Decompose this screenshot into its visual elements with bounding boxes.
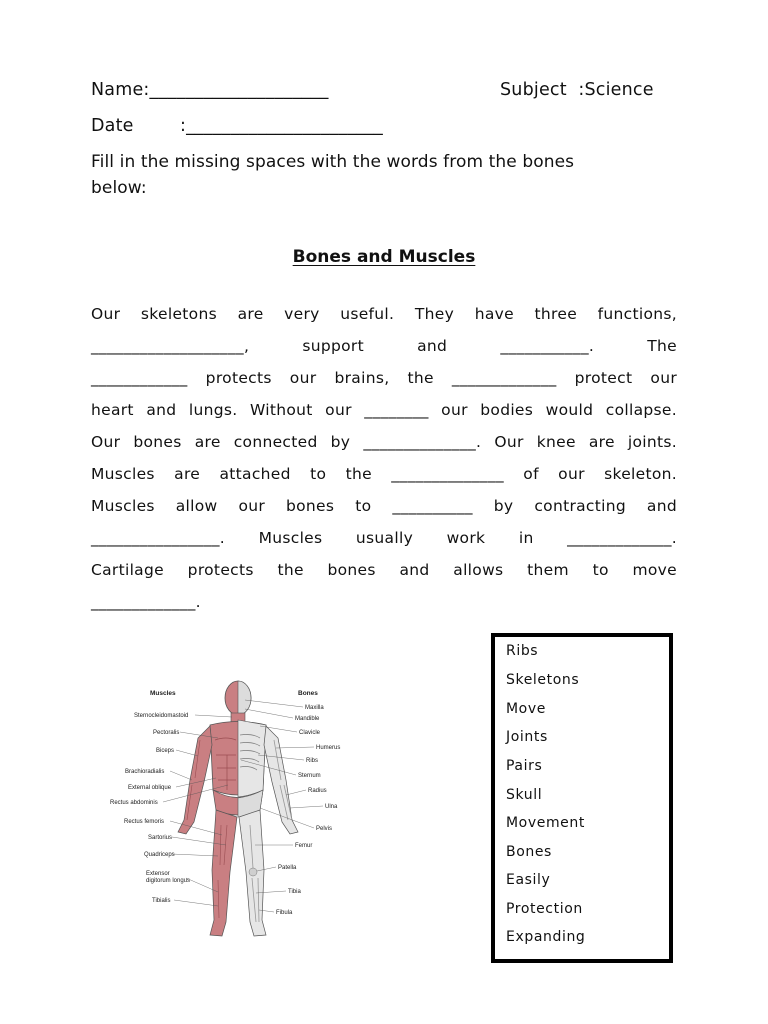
word-bank-item: Joints: [506, 729, 548, 745]
subject-label: Subject :Science: [500, 80, 654, 100]
paragraph-line: Our bones are connected by ______________. Our knee are joints.: [91, 433, 677, 451]
label-pectoralis: Pectoralis: [153, 730, 180, 736]
label-tibialis: Tibialis: [152, 898, 171, 904]
paragraph-line: Muscles allow our bones to __________ by contracting and: [91, 497, 677, 515]
word-bank-item: Skull: [506, 787, 543, 803]
muscles-and-bones-diagram: [100, 660, 360, 950]
word-bank-item: Skeletons: [506, 672, 580, 688]
paragraph-line: ____________ protects our brains, the _____________ protect our: [91, 369, 677, 387]
label-mandible: Mandible: [295, 716, 320, 722]
word-bank-box: [491, 633, 673, 963]
instruction-line-2: below:: [91, 178, 147, 198]
label-fibula: Fibula: [276, 910, 293, 916]
label-biceps: Biceps: [156, 748, 175, 754]
paragraph-line: Muscles are attached to the ______________ of our skeleton.: [91, 465, 677, 483]
paragraph-line: ________________. Muscles usually work in _____________.: [91, 529, 677, 547]
label-extensor: Extensor: [146, 871, 170, 877]
label-sternum: Sternum: [298, 773, 321, 779]
label-sartorius: Sartorius: [148, 835, 173, 841]
word-bank-item: Ribs: [506, 643, 539, 659]
word-bank-item: Expanding: [506, 929, 586, 945]
label-sternocleidomastoid: Sternocleidomastoid: [134, 713, 189, 719]
label-digitorum-longus: digitorum longus: [146, 878, 191, 884]
label-brachioradialis: Brachioradialis: [125, 769, 165, 775]
label-radius: Radius: [308, 788, 327, 794]
label-maxilla: Maxilla: [305, 705, 324, 711]
word-bank-item: Bones: [506, 844, 552, 860]
diagram-muscles-heading: Muscles: [150, 690, 176, 697]
label-femur: Femur: [295, 843, 313, 849]
name-field-label: Name:____________________: [91, 80, 329, 100]
date-field-label: Date: [91, 116, 134, 136]
word-bank-item: Protection: [506, 901, 583, 917]
label-tibia: Tibia: [288, 889, 301, 895]
paragraph-line: Cartilage protects the bones and allows them to move: [91, 561, 677, 579]
paragraph-line: heart and lungs. Without our ________ our bodies would collapse.: [91, 401, 677, 419]
instruction-line-1: Fill in the missing spaces with the words from the bones: [91, 152, 575, 172]
word-bank-item: Easily: [506, 872, 551, 888]
paragraph-line: Our skeletons are very useful. They have three functions,: [91, 305, 677, 323]
diagram-bones-heading: Bones: [298, 690, 318, 697]
label-ulna: Ulna: [325, 804, 338, 810]
label-quadriceps: Quadriceps: [144, 852, 175, 858]
date-field-line: :______________________: [180, 116, 383, 136]
label-humerus: Humerus: [316, 745, 341, 751]
worksheet-title: Bones and Muscles: [292, 247, 476, 267]
word-bank-item: Movement: [506, 815, 585, 831]
paragraph-line: ___________________, support and ___________. The: [91, 337, 677, 355]
label-clavicle: Clavicle: [299, 730, 321, 736]
label-pelvis: Pelvis: [316, 826, 333, 832]
label-rectus-abdominis: Rectus abdominis: [110, 800, 158, 806]
word-bank-item: Pairs: [506, 758, 543, 774]
paragraph-line: _____________.: [91, 593, 201, 611]
word-bank-item: Move: [506, 701, 546, 717]
label-patella: Patella: [278, 865, 297, 871]
label-external-oblique: External oblique: [128, 785, 172, 791]
label-rectus-femoris: Rectus femoris: [124, 819, 165, 825]
label-ribs: Ribs: [306, 758, 319, 764]
body-figure: [178, 681, 298, 936]
